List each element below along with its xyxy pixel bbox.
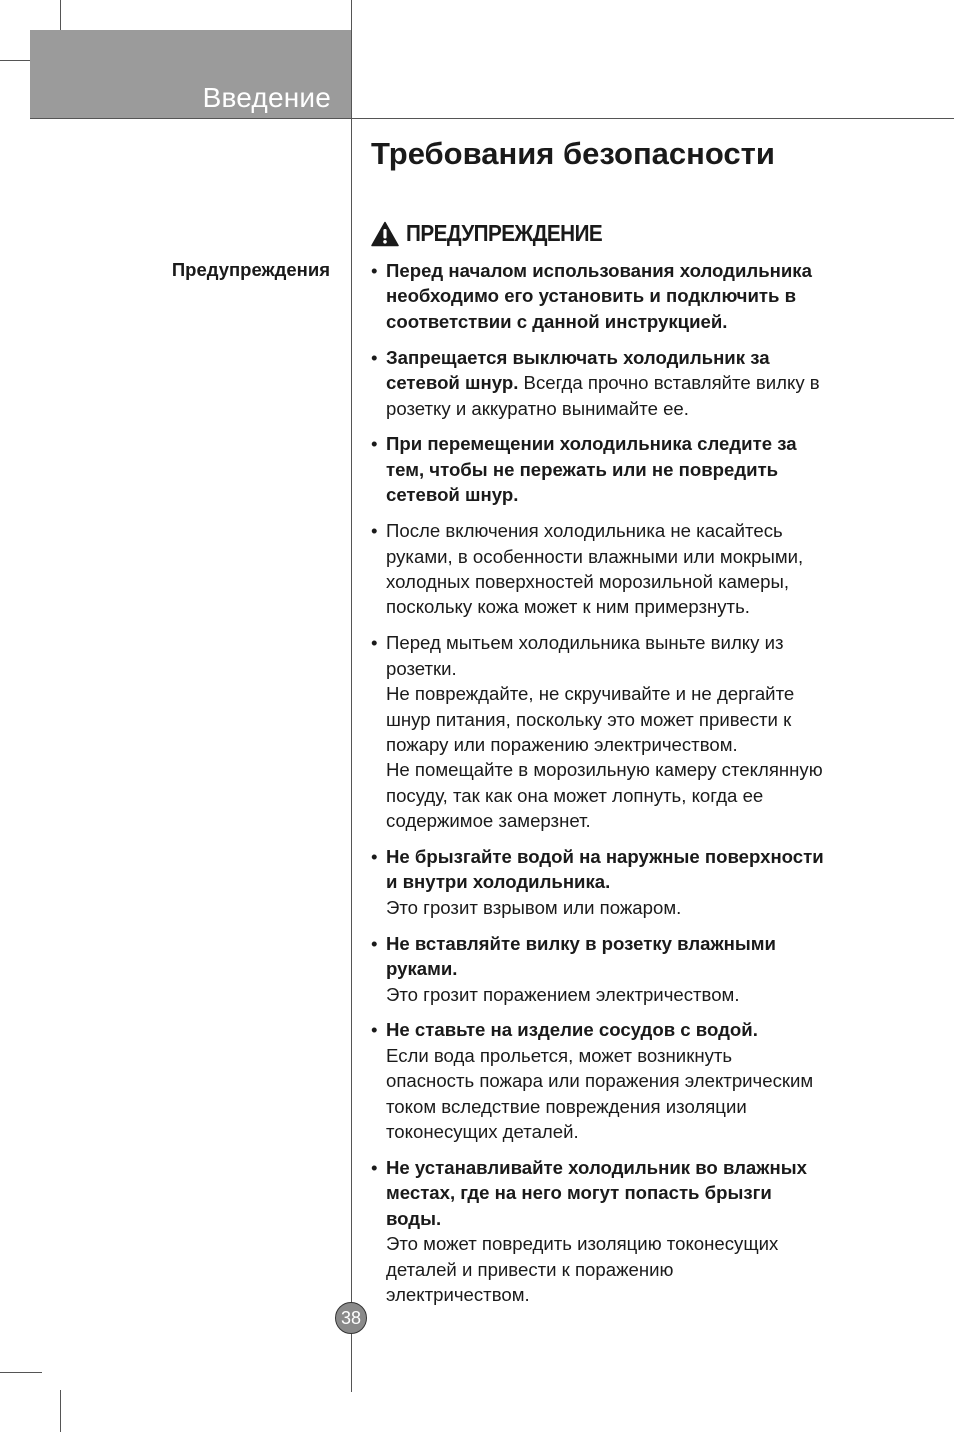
- bullet: •: [371, 346, 378, 368]
- side-label-warnings: Предупреждения: [171, 259, 330, 280]
- page-title: Требования безопасности: [371, 136, 775, 171]
- warning-text-line: и внутри холодильника.: [386, 871, 611, 893]
- column-divider: [351, 0, 352, 1392]
- warning-text-line: токонесущих деталей.: [386, 1121, 579, 1143]
- warning-text-line: розетки.: [386, 657, 457, 679]
- crop-mark: [0, 60, 30, 61]
- warning-text-line: шнур питания, поскольку это может привести к: [386, 708, 792, 730]
- warning-item: [371, 258, 946, 334]
- bullet: •: [371, 520, 378, 542]
- warning-text-line: Не повреждайте, не скручивайте и не дергайте: [386, 683, 795, 705]
- warning-text-line: Перед началом использования холодильника: [386, 260, 812, 281]
- warning-text-line: воды.: [386, 1207, 442, 1229]
- warning-text-line: поскольку кожа может к ним примерзнуть.: [386, 596, 750, 618]
- warning-text-line: Не помещайте в морозильную камеру стеклянную: [386, 759, 823, 781]
- page-number-badge: 38: [335, 1302, 367, 1334]
- warning-text-line: Это грозит поражением электричеством.: [386, 983, 740, 1005]
- warning-text-line: сетевой шнур.: [386, 484, 519, 506]
- warning-item: [371, 1017, 946, 1144]
- warning-item: [371, 931, 946, 1007]
- warning-item: [371, 844, 946, 920]
- warning-item: [371, 630, 946, 833]
- warning-text-line: током вследствие повреждения изоляции: [386, 1095, 747, 1117]
- warning-text-line: соответствии с данной инструкцией.: [386, 310, 728, 332]
- bullet: •: [371, 1019, 378, 1041]
- warning-text-line: Перед мытьем холодильника выньте вилку из: [386, 632, 784, 654]
- warning-text-line: Не брызгайте водой на наружные поверхности: [386, 846, 824, 868]
- warning-text-line: [386, 370, 946, 395]
- crop-mark: [60, 1390, 61, 1432]
- warning-text-line: Не устанавливайте холодильник во влажных: [386, 1157, 807, 1178]
- warning-text-line: Не ставьте на изделие сосудов с водой.: [386, 1019, 758, 1041]
- bullet: •: [371, 1157, 378, 1178]
- warning-text-line: Это грозит взрывом или пожаром.: [386, 896, 682, 918]
- bullet: •: [371, 433, 378, 455]
- warning-text-regular: Всегда прочно вставляйте вилку в: [518, 372, 820, 394]
- warning-text-line: розетку и аккуратно вынимайте ее.: [386, 397, 689, 419]
- section-title: Введение: [202, 82, 331, 113]
- warning-item: [371, 1155, 946, 1307]
- warning-text-line: Запрещается выключать холодильник за: [386, 346, 770, 368]
- warning-text-line: опасность пожара или поражения электрическим: [386, 1070, 814, 1092]
- header-rule: [30, 118, 954, 119]
- warning-text-bold: сетевой шнур.: [386, 372, 519, 394]
- warnings-list: [371, 258, 946, 1318]
- warning-label: ПРЕДУПРЕЖДЕНИЕ: [406, 220, 603, 246]
- warning-text-line: Это может повредить изоляцию токонесущих: [386, 1233, 779, 1255]
- warning-text-line: деталей и привести к поражению: [386, 1258, 674, 1280]
- warning-item: [371, 431, 946, 507]
- warning-text-line: посуду, так как она может лопнуть, когда ее: [386, 784, 764, 806]
- warning-text-line: Если вода прольется, может возникнуть: [386, 1044, 733, 1066]
- warning-item: [371, 345, 946, 421]
- section-header-band: [30, 30, 351, 118]
- warning-text-line: руками, в особенности влажными или мокрыми,: [386, 545, 804, 567]
- warning-text-line: руками.: [386, 958, 458, 980]
- crop-mark: [60, 0, 61, 30]
- warning-text-line: холодных поверхностей морозильной камеры,: [386, 570, 789, 592]
- warning-item: [371, 518, 946, 620]
- bullet: •: [371, 632, 378, 654]
- warning-text-line: Не вставляйте вилку в розетку влажными: [386, 932, 776, 954]
- warning-text-line: При перемещении холодильника следите за: [386, 433, 797, 455]
- warning-text-line: После включения холодильника не касайтесь: [386, 520, 783, 542]
- warning-text-line: электричеством.: [386, 1284, 530, 1306]
- warning-heading: [371, 220, 624, 247]
- warning-triangle-icon: [371, 221, 399, 247]
- warning-text-line: необходимо его установить и подключить в: [386, 285, 797, 307]
- warning-text-line: местах, где на него могут попасть брызги: [386, 1182, 772, 1204]
- bullet: •: [371, 846, 378, 868]
- crop-mark: [0, 1372, 42, 1373]
- bullet: •: [371, 260, 378, 281]
- warning-text-line: тем, чтобы не пережать или не повредить: [386, 458, 779, 480]
- bullet: •: [371, 932, 378, 954]
- warning-text-line: пожару или поражению электричеством.: [386, 733, 738, 755]
- warning-text-line: содержимое замерзнет.: [386, 810, 591, 832]
